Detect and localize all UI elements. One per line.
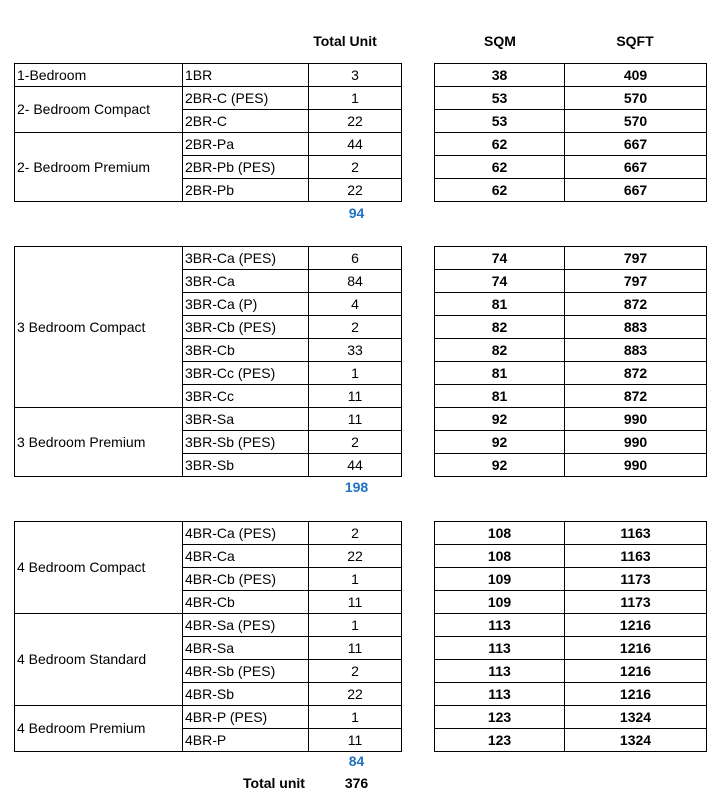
unit-code: 3BR-Sb (PES) xyxy=(183,431,309,454)
sqm-value: 123 xyxy=(435,706,565,729)
unit-code: 4BR-Sb (PES) xyxy=(183,660,309,683)
unit-code: 4BR-Ca (PES) xyxy=(183,522,309,545)
table-row xyxy=(15,522,402,545)
table-row xyxy=(435,64,707,87)
unit-code: 3BR-Cc xyxy=(183,385,309,408)
sqm-value: 92 xyxy=(435,431,565,454)
sqft-value: 872 xyxy=(565,362,707,385)
group-name: 1-Bedroom xyxy=(15,64,183,87)
unit-code: 2BR-C xyxy=(183,110,309,133)
group-name: 4 Bedroom Compact xyxy=(15,522,183,614)
sqft-value: 667 xyxy=(565,133,707,156)
sqm-value: 92 xyxy=(435,408,565,431)
sqft-value: 1216 xyxy=(565,637,707,660)
unit-count: 22 xyxy=(309,545,402,568)
table-row xyxy=(435,545,707,568)
sqm-value: 113 xyxy=(435,660,565,683)
sqft-value: 1173 xyxy=(565,591,707,614)
table-row xyxy=(15,247,402,270)
sqft-value: 667 xyxy=(565,179,707,202)
sqft-value: 883 xyxy=(565,316,707,339)
table-row xyxy=(435,408,707,431)
sqm-value: 82 xyxy=(435,339,565,362)
table-row xyxy=(435,293,707,316)
table-row xyxy=(435,385,707,408)
table-row xyxy=(435,729,707,752)
sqm-value: 108 xyxy=(435,522,565,545)
table-row xyxy=(435,110,707,133)
unit-code: 2BR-Pa xyxy=(183,133,309,156)
unit-count: 2 xyxy=(309,316,402,339)
unit-count: 11 xyxy=(309,637,402,660)
table-row xyxy=(435,522,707,545)
unit-count: 2 xyxy=(309,431,402,454)
sqm-value: 81 xyxy=(435,362,565,385)
header-sqft: SQFT xyxy=(616,33,654,49)
table-row xyxy=(435,133,707,156)
unit-code: 3BR-Ca (P) xyxy=(183,293,309,316)
table-row xyxy=(435,156,707,179)
unit-code: 3BR-Cb (PES) xyxy=(183,316,309,339)
unit-count: 1 xyxy=(309,614,402,637)
table-row xyxy=(435,247,707,270)
table-row xyxy=(435,87,707,110)
unit-count: 11 xyxy=(309,385,402,408)
table-row xyxy=(435,568,707,591)
unit-code: 4BR-Sa xyxy=(183,637,309,660)
unit-code: 2BR-C (PES) xyxy=(183,87,309,110)
unit-code: 4BR-Sa (PES) xyxy=(183,614,309,637)
unit-area-table xyxy=(434,521,707,752)
sqft-value: 570 xyxy=(565,87,707,110)
sqm-value: 113 xyxy=(435,637,565,660)
sqm-value: 74 xyxy=(435,247,565,270)
table-row xyxy=(15,706,402,729)
unit-area-table xyxy=(434,246,707,477)
unit-count: 1 xyxy=(309,362,402,385)
section-subtotal: 198 xyxy=(344,479,369,495)
unit-count: 84 xyxy=(309,270,402,293)
sqft-value: 1173 xyxy=(565,568,707,591)
sqft-value: 990 xyxy=(565,431,707,454)
unit-code: 2BR-Pb (PES) xyxy=(183,156,309,179)
sqft-value: 872 xyxy=(565,385,707,408)
group-name: 4 Bedroom Standard xyxy=(15,614,183,706)
unit-count: 2 xyxy=(309,522,402,545)
table-row xyxy=(435,591,707,614)
section-subtotal: 94 xyxy=(348,205,365,221)
section-subtotal: 84 xyxy=(348,753,365,769)
sqm-value: 38 xyxy=(435,64,565,87)
sqm-value: 82 xyxy=(435,316,565,339)
table-row xyxy=(435,454,707,477)
group-name: 3 Bedroom Premium xyxy=(15,408,183,477)
header-sqm: SQM xyxy=(484,33,516,49)
sqft-value: 797 xyxy=(565,270,707,293)
unit-count: 22 xyxy=(309,179,402,202)
table-row xyxy=(435,270,707,293)
table-row xyxy=(435,706,707,729)
table-row xyxy=(435,179,707,202)
unit-count: 44 xyxy=(309,133,402,156)
unit-count: 2 xyxy=(309,156,402,179)
sqm-value: 123 xyxy=(435,729,565,752)
unit-code: 4BR-Sb xyxy=(183,683,309,706)
unit-count: 44 xyxy=(309,454,402,477)
header-total-unit: Total Unit xyxy=(313,33,377,49)
unit-count: 11 xyxy=(309,408,402,431)
sqm-value: 74 xyxy=(435,270,565,293)
group-name: 3 Bedroom Compact xyxy=(15,247,183,408)
unit-count: 6 xyxy=(309,247,402,270)
group-name: 2- Bedroom Premium xyxy=(15,133,183,202)
unit-count: 33 xyxy=(309,339,402,362)
sqft-value: 1324 xyxy=(565,706,707,729)
table-row xyxy=(15,87,402,110)
unit-count: 11 xyxy=(309,729,402,752)
unit-area-table xyxy=(434,63,707,202)
sqm-value: 53 xyxy=(435,110,565,133)
unit-count: 22 xyxy=(309,683,402,706)
unit-count: 2 xyxy=(309,660,402,683)
unit-code: 3BR-Cb xyxy=(183,339,309,362)
table-row xyxy=(435,614,707,637)
sqm-value: 113 xyxy=(435,683,565,706)
sqft-value: 797 xyxy=(565,247,707,270)
group-name: 4 Bedroom Premium xyxy=(15,706,183,752)
unit-types-table xyxy=(14,63,402,202)
table-row xyxy=(15,64,402,87)
table-row xyxy=(435,660,707,683)
unit-code: 4BR-Ca xyxy=(183,545,309,568)
table-row xyxy=(435,431,707,454)
sqm-value: 62 xyxy=(435,156,565,179)
sqm-value: 81 xyxy=(435,385,565,408)
table-row xyxy=(15,408,402,431)
sqft-value: 990 xyxy=(565,408,707,431)
sqm-value: 92 xyxy=(435,454,565,477)
unit-code: 4BR-Cb xyxy=(183,591,309,614)
unit-code: 3BR-Sb xyxy=(183,454,309,477)
unit-count: 1 xyxy=(309,87,402,110)
sqm-value: 109 xyxy=(435,591,565,614)
sqm-value: 81 xyxy=(435,293,565,316)
table-row xyxy=(435,339,707,362)
unit-count: 11 xyxy=(309,591,402,614)
table-row xyxy=(435,637,707,660)
sqft-value: 1216 xyxy=(565,683,707,706)
sqm-value: 62 xyxy=(435,179,565,202)
unit-code: 3BR-Ca xyxy=(183,270,309,293)
unit-code: 3BR-Cc (PES) xyxy=(183,362,309,385)
table-row xyxy=(435,683,707,706)
sqm-value: 113 xyxy=(435,614,565,637)
sqm-value: 53 xyxy=(435,87,565,110)
sqft-value: 1163 xyxy=(565,522,707,545)
sqft-value: 667 xyxy=(565,156,707,179)
unit-code: 4BR-P xyxy=(183,729,309,752)
unit-code: 4BR-Cb (PES) xyxy=(183,568,309,591)
unit-code: 3BR-Sa xyxy=(183,408,309,431)
total-value: 376 xyxy=(344,775,369,791)
unit-count: 22 xyxy=(309,110,402,133)
unit-code: 4BR-P (PES) xyxy=(183,706,309,729)
sqft-value: 990 xyxy=(565,454,707,477)
table-row xyxy=(15,133,402,156)
sqft-value: 1216 xyxy=(565,614,707,637)
group-name: 2- Bedroom Compact xyxy=(15,87,183,133)
total-label: Total unit xyxy=(243,775,305,791)
unit-code: 3BR-Ca (PES) xyxy=(183,247,309,270)
sqft-value: 883 xyxy=(565,339,707,362)
sqm-value: 109 xyxy=(435,568,565,591)
unit-count: 1 xyxy=(309,706,402,729)
unit-types-table xyxy=(14,521,402,752)
unit-code: 1BR xyxy=(183,64,309,87)
unit-types-table xyxy=(14,246,402,477)
sqft-value: 1324 xyxy=(565,729,707,752)
sqft-value: 409 xyxy=(565,64,707,87)
unit-count: 1 xyxy=(309,568,402,591)
unit-code: 2BR-Pb xyxy=(183,179,309,202)
unit-count: 3 xyxy=(309,64,402,87)
sqm-value: 108 xyxy=(435,545,565,568)
sqft-value: 1216 xyxy=(565,660,707,683)
sqm-value: 62 xyxy=(435,133,565,156)
unit-count: 4 xyxy=(309,293,402,316)
sqft-value: 872 xyxy=(565,293,707,316)
sqft-value: 570 xyxy=(565,110,707,133)
table-row xyxy=(435,316,707,339)
table-row xyxy=(15,614,402,637)
table-row xyxy=(435,362,707,385)
sqft-value: 1163 xyxy=(565,545,707,568)
